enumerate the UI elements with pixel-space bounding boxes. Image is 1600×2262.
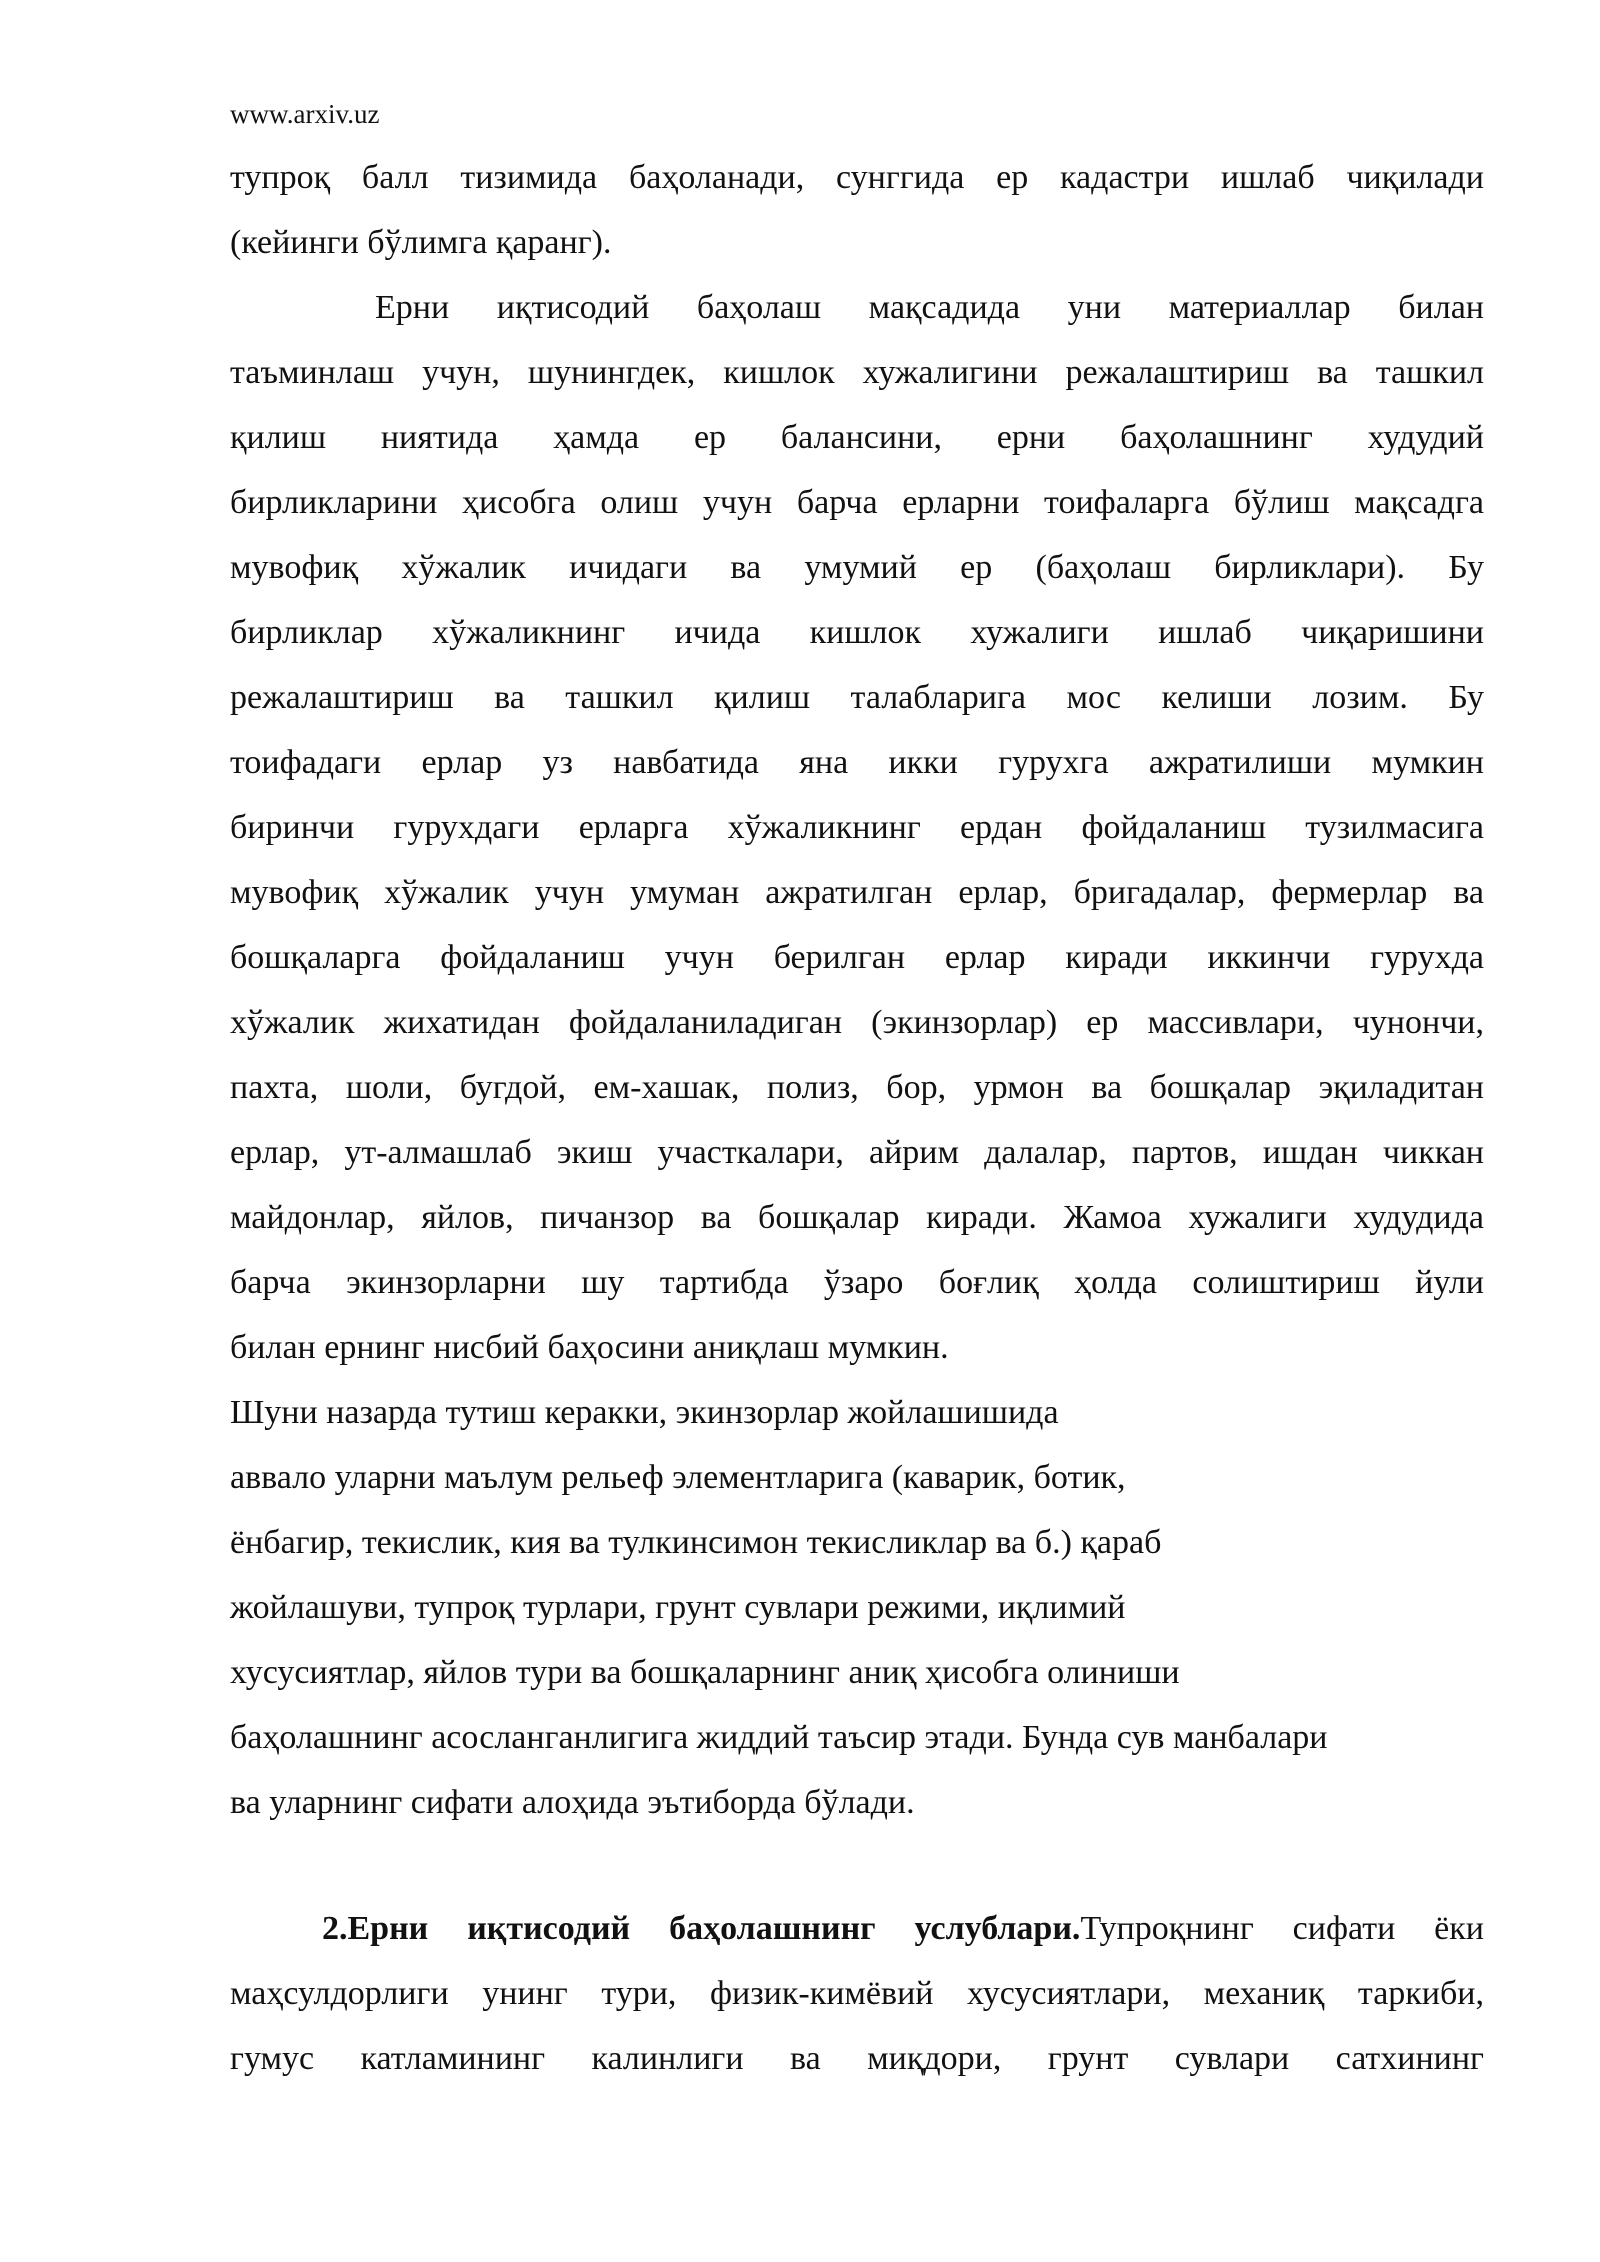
text-line: бирликлар хўжаликнинг ичида кишлок хужалиги ишлаб чиқаришини	[230, 614, 1484, 651]
text-line: тоифадаги ерлар уз навбатида яна икки гурухга ажратилиши мумкин	[230, 744, 1484, 781]
text-line: жойлашуви, тупроқ турлари, грунт сувлари режими, иқлимий	[230, 1589, 1126, 1626]
text-line: билан ернинг нисбий баҳосини аниқлаш мумкин.	[230, 1329, 949, 1366]
section-heading-line	[322, 1909, 1484, 1949]
text-line: бирликларини ҳисобга олиш учун барча ерларни тоифаларга бўлиш мақсадга	[230, 484, 1484, 521]
text-line: майдонлар, яйлов, пичанзор ва бошқалар киради. Жамоа хужалиги худудида	[230, 1199, 1484, 1236]
text-line: хўжалик жихатидан фойдаланиладиган (экинзорлар) ер массивлари, чунончи,	[230, 1004, 1484, 1041]
text-line: (кейинги бўлимга қаранг).	[230, 224, 612, 261]
text-line: Шуни назарда тутиш керакки, экинзорлар жойлашишида	[230, 1394, 1059, 1431]
text-line: пахта, шоли, бугдой, ем-хашак, полиз, бор, урмон ва бошқалар эқиладитан	[230, 1069, 1484, 1106]
text-line: маҳсулдорлиги унинг тури, физик-кимёвий хусусиятлари, механиқ таркиби,	[230, 1975, 1484, 2012]
text-line: гумус катламининг калинлиги ва миқдори, грунт сувлари сатхининг	[230, 2040, 1484, 2077]
text-line: ва уларнинг сифати алоҳида эътиборда бўлади.	[230, 1784, 915, 1821]
text-line: ерлар, ут-алмашлаб экиш участкалари, айрим далалар, партов, ишдан чиккан	[230, 1134, 1484, 1171]
section-heading-rest: Тупроқнинг сифати ёки	[1080, 1910, 1484, 1947]
section-heading: 2.Ерни иқтисодий баҳолашнинг услублари.	[322, 1910, 1081, 1947]
text-line: хусусиятлар, яйлов тури ва бошқаларнинг аниқ ҳисобга олиниши	[230, 1654, 1180, 1691]
text-line: биринчи гурухдаги ерларга хўжаликнинг ердан фойдаланиш тузилмасига	[230, 809, 1484, 846]
text-line: мувофиқ хўжалик учун умуман ажратилган ерлар, бригадалар, фермерлар ва	[230, 874, 1484, 911]
text-line: таъминлаш учун, шунингдек, кишлок хужалигини режалаштириш ва ташкил	[230, 354, 1484, 391]
text-line: бошқаларга фойдаланиш учун берилган ерлар киради иккинчи гурухда	[230, 939, 1484, 976]
site-url: www.arxiv.uz	[230, 99, 380, 129]
text-line: қилиш ниятида ҳамда ер балансини, ерни баҳолашнинг худудий	[230, 419, 1484, 456]
text-line: баҳолашнинг асосланганлигига жиддий таъсир этади. Бунда сув манбалари	[230, 1719, 1328, 1756]
text-line: барча экинзорларни шу тартибда ўзаро боғлиқ ҳолда солиштириш йули	[230, 1264, 1484, 1301]
text-line: аввало уларни маълум рельеф элементларига (каварик, ботик,	[230, 1459, 1126, 1496]
text-line: тупроқ балл тизимида баҳоланади, сунггида ер кадастри ишлаб чиқилади	[230, 159, 1484, 196]
text-line: мувофиқ хўжалик ичидаги ва умумий ер (баҳолаш бирликлари). Бу	[230, 549, 1484, 586]
text-line: ёнбагир, текислик, кия ва тулкинсимон текисликлар ва б.) қараб	[230, 1524, 1162, 1561]
text-line: Ерни иқтисодий баҳолаш мақсадида уни материаллар билан	[375, 289, 1484, 326]
text-line: режалаштириш ва ташкил қилиш талабларига мос келиши лозим. Бу	[230, 679, 1484, 716]
